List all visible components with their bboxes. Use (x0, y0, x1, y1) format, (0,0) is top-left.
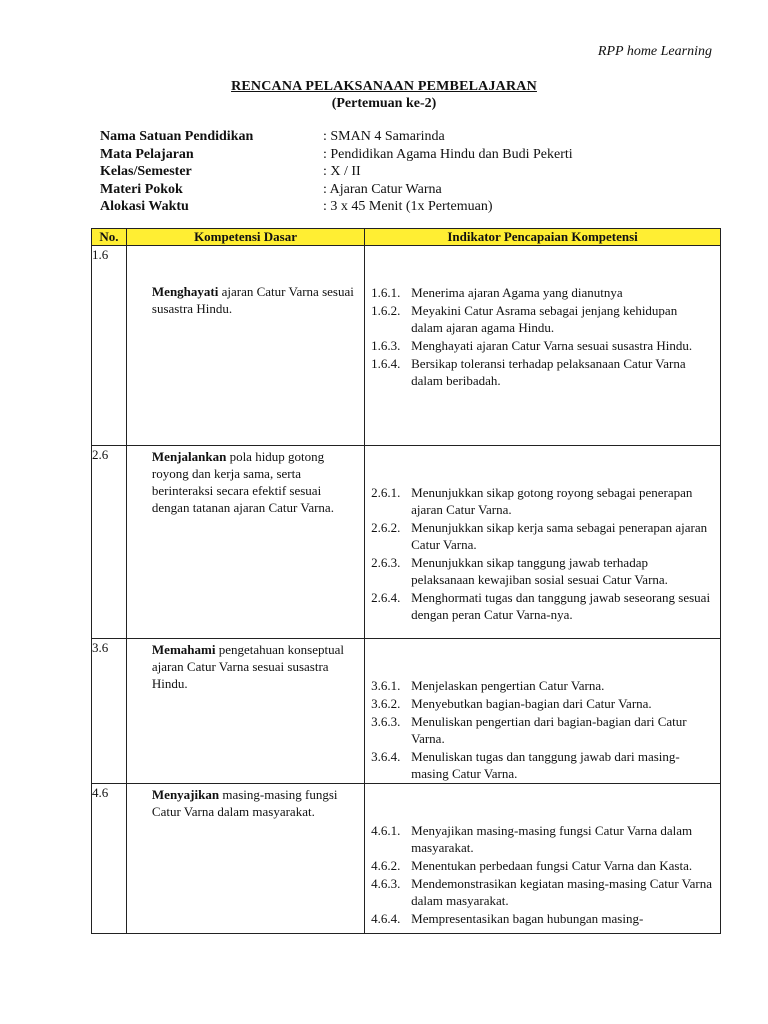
info-value: : Ajaran Catur Warna (323, 181, 442, 197)
document-header-label: RPP home Learning (597, 44, 712, 59)
info-row-school (100, 128, 573, 146)
title-block (0, 79, 768, 112)
info-label: Materi Pokok (100, 181, 183, 197)
info-value: : X / II (323, 164, 361, 179)
kd-rest: ajaran Catur Varna sesuai susastra Hindu. (151, 284, 354, 316)
info-label: Alokasi Waktu (100, 199, 189, 214)
indicator-text: Meyakini Catur Asrama sebagai jenjang kehidupan dalam ajaran agama Hindu. (411, 303, 678, 335)
indicator-number: 2.6.4. (371, 590, 401, 605)
indicator-number: 4.6.1. (371, 823, 401, 838)
info-row-topic (100, 181, 573, 199)
row-number: 3.6 (92, 639, 127, 784)
list-item (371, 589, 720, 623)
row-number: 2.6 (92, 446, 127, 639)
indicator-number: 4.6.4. (371, 911, 401, 926)
indicator-number: 2.6.2. (371, 520, 401, 535)
indicator-number: 4.6.2. (371, 858, 401, 873)
kd-verb: Menyajikan (151, 787, 220, 802)
list-item (371, 910, 720, 927)
kd-verb: Menjalankan (151, 449, 227, 464)
indicator-number: 1.6.3. (371, 338, 401, 353)
indicator-text: Bersikap toleransi terhadap pelaksanaan Catur Varna dalam beribadah. (411, 356, 686, 388)
document-title: RENCANA PELAKSANAAN PEMBELAJARAN (231, 79, 537, 94)
kd-verb: Menghayati (151, 284, 219, 299)
indicator-text: Menentukan perbedaan fungsi Catur Varna dan Kasta. (411, 858, 693, 873)
indicator-number: 3.6.3. (371, 714, 401, 729)
kd-cell (126, 446, 364, 639)
info-value: : 3 x 45 Menit (1x Pertemuan) (323, 199, 493, 214)
kd-cell (126, 246, 364, 446)
list-item (371, 484, 720, 518)
row-number: 4.6 (92, 784, 127, 934)
info-label: Mata Pelajaran (100, 146, 194, 162)
indicator-list (365, 639, 720, 782)
table-row (92, 446, 721, 639)
kd-text (127, 446, 364, 516)
list-item (371, 695, 720, 712)
row-number: 1.6 (92, 246, 127, 446)
indicator-list (365, 446, 720, 623)
indicator-cell (365, 446, 721, 639)
indicator-text: Menuliskan tugas dan tanggung jawab dari masing-masing Catur Varna. (411, 749, 680, 781)
info-value: : SMAN 4 Samarinda (323, 129, 445, 144)
kd-rest: pengetahuan konseptual ajaran Catur Varna sesuai susastra Hindu. (151, 642, 344, 691)
list-item (371, 875, 720, 909)
info-row-subject (100, 146, 573, 164)
document-subtitle: (Pertemuan ke-2) (331, 96, 437, 111)
table-row (92, 639, 721, 784)
kd-text (127, 784, 364, 820)
list-item (371, 355, 720, 389)
indicator-number: 1.6.2. (371, 303, 401, 318)
indicator-text: Menerima ajaran Agama yang dianutnya (411, 285, 623, 300)
kd-text (127, 639, 364, 692)
list-item (371, 284, 720, 301)
list-item (371, 677, 720, 694)
table-row (92, 784, 721, 934)
indicator-cell (365, 784, 721, 934)
info-row-class (100, 163, 573, 181)
kd-cell (126, 784, 364, 934)
list-item (371, 519, 720, 553)
indicator-text: Menghayati ajaran Catur Varna sesuai susastra Hindu. (411, 338, 693, 353)
list-item (371, 337, 720, 354)
indicator-text: Menunjukkan sikap tanggung jawab terhadap pelaksanaan kewajiban sosial sesuai Catur Varna. (411, 555, 668, 587)
indicator-text: Menyebutkan bagian-bagian dari Catur Varna. (411, 696, 652, 711)
info-label: Kelas/Semester (100, 164, 192, 179)
identity-section (100, 128, 573, 216)
indicator-text: Menunjukkan sikap gotong royong sebagai penerapan ajaran Catur Varna. (411, 485, 693, 517)
kd-cell (126, 639, 364, 784)
indicator-number: 1.6.4. (371, 356, 401, 371)
indicator-number: 2.6.1. (371, 485, 401, 500)
indicator-text: Menjelaskan pengertian Catur Varna. (411, 678, 605, 693)
list-item (371, 713, 720, 747)
indicator-text: Menghormati tugas dan tanggung jawab seseorang sesuai dengan peran Catur Varna-nya. (411, 590, 711, 622)
indicator-cell (365, 639, 721, 784)
indicator-list (365, 784, 720, 927)
indicator-cell (365, 246, 721, 446)
indicator-number: 3.6.4. (371, 749, 401, 764)
indicator-number: 3.6.2. (371, 696, 401, 711)
indicator-number: 2.6.3. (371, 555, 401, 570)
kd-rest: masing-masing fungsi Catur Varna dalam masyarakat. (151, 787, 338, 819)
header-kompetensi-dasar: Kompetensi Dasar (126, 229, 364, 246)
indicator-text: Menuliskan pengertian dari bagian-bagian dari Catur Varna. (411, 714, 687, 746)
header-no: No. (92, 229, 127, 246)
info-row-time (100, 198, 573, 216)
info-label: Nama Satuan Pendidikan (100, 129, 254, 144)
indicator-text: Mempresentasikan bagan hubungan masing- (411, 911, 644, 926)
indicator-text: Menunjukkan sikap kerja sama sebagai penerapan ajaran Catur Varna. (411, 520, 708, 552)
table-header-row (92, 229, 721, 246)
kd-text (127, 246, 364, 317)
info-value: : Pendidikan Agama Hindu dan Budi Pekerti (323, 146, 573, 162)
list-item (371, 822, 720, 856)
kd-verb: Memahami (151, 642, 216, 657)
header-indikator: Indikator Pencapaian Kompetensi (365, 229, 721, 246)
indicator-number: 4.6.3. (371, 876, 401, 891)
list-item (371, 302, 720, 336)
indicator-text: Menyajikan masing-masing fungsi Catur Varna dalam masyarakat. (411, 823, 693, 855)
kd-rest: pola hidup gotong royong dan kerja sama, serta berinteraksi secara efektif sesuai dengan tatanan ajaran Catur Varna. (151, 449, 334, 515)
list-item (371, 748, 720, 782)
indicator-list (365, 246, 720, 389)
list-item (371, 554, 720, 588)
indicator-text: Mendemonstrasikan kegiatan masing-masing Catur Varna dalam masyarakat. (411, 876, 712, 908)
competency-table (91, 228, 721, 934)
indicator-number: 3.6.1. (371, 678, 401, 693)
indicator-number: 1.6.1. (371, 285, 401, 300)
table-row (92, 246, 721, 446)
list-item (371, 857, 720, 874)
